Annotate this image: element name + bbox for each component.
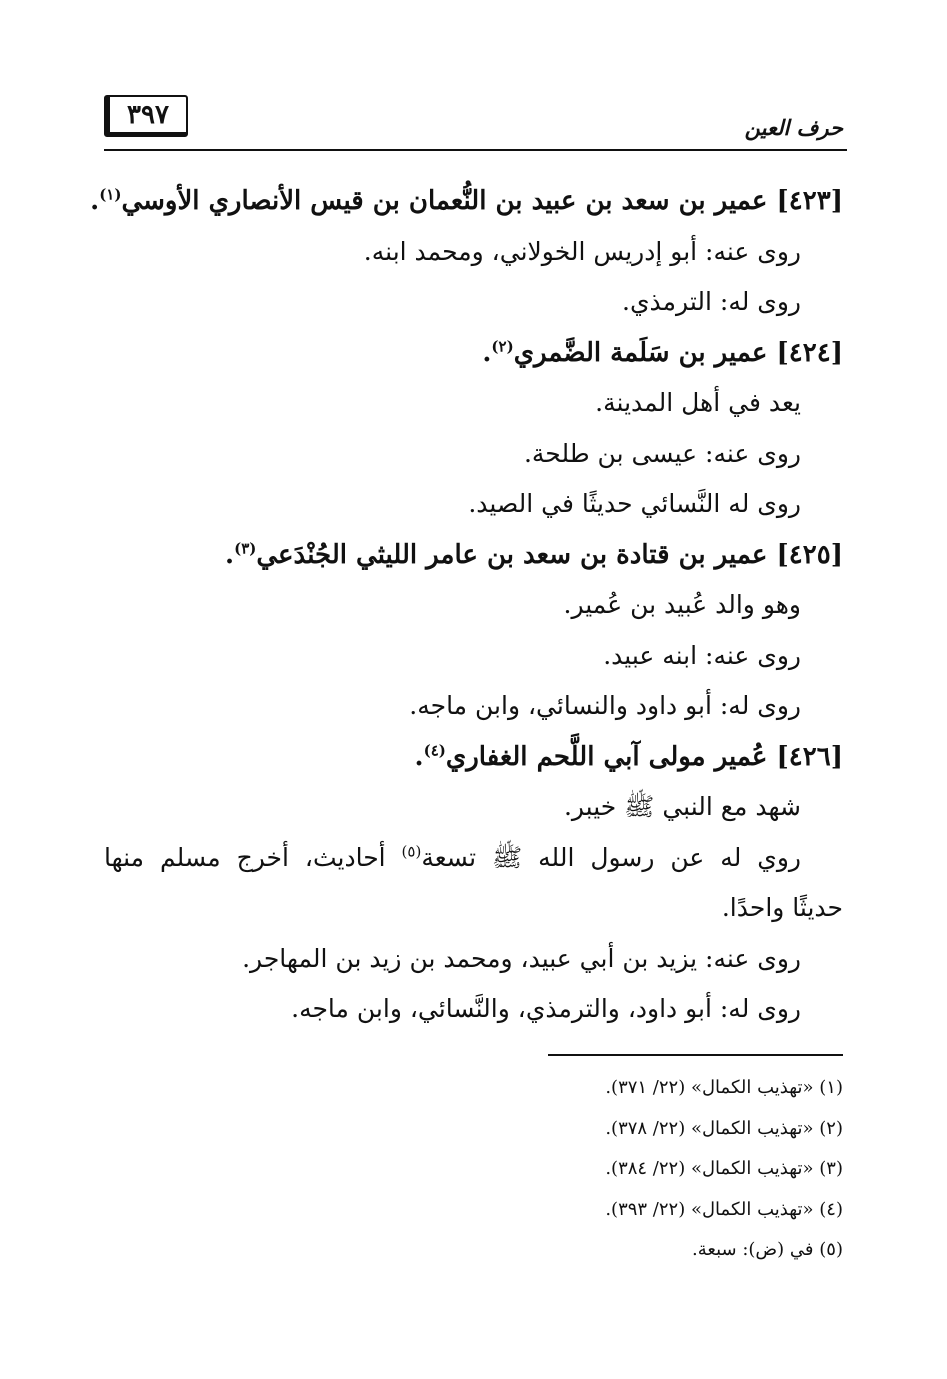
entry-line: روى عنه: عيسى بن طلحة. (523, 438, 801, 468)
entry-name: عمير بن سَلَمة الضَّمري (513, 337, 768, 368)
entry-line: روى عنه: أبو إدريس الخولاني، ومحمد ابنه. (363, 236, 801, 266)
entry-line: روى له: أبو داود، والترمذي، والنَّسائي، وابن ماجه. (291, 994, 801, 1023)
entry-line: روى عنه: ابنه عبيد. (603, 640, 801, 670)
footnote: (٢) «تهذيب الكمال» (٢٢/ ٣٧٨). (605, 1117, 843, 1139)
footnote-ref: (٣) (234, 538, 257, 557)
entry-heading: [٤٢٤] عمير بن سَلَمة الضَّمري$^{(٢)}$. (482, 336, 843, 368)
running-title: حرف العين (744, 115, 843, 140)
footnotes (104, 1068, 843, 1271)
entry-line (104, 833, 843, 884)
entry-line: روى له النَّسائي حديثًا في الصيد. (468, 489, 801, 518)
footnote-ref: (١) (99, 185, 122, 204)
footnote-ref: (٤) (423, 740, 446, 759)
entry-heading: [٤٢٣] عمير بن سعد بن عبيد بن النُّعمان بن قيس الأنصاري الأوسي$^{(١)}$. (90, 185, 843, 216)
entry-line: وهو والد عُبيد بن عُمير. (563, 590, 801, 619)
entry-number: [٤٢٣] (776, 186, 843, 216)
footnote: (٥) في (ض): سبعة. (692, 1239, 843, 1260)
footnote: (٣) «تهذيب الكمال» (٢٢/ ٣٨٤). (605, 1158, 843, 1179)
entry-line: روى له: الترمذي. (622, 287, 801, 316)
entry-number: [٤٢٥] (776, 539, 843, 570)
entry-line: حديثًا واحدًا. (721, 893, 843, 922)
entry-heading: [٤٢٦] عُمير مولى آبي اللَّحم الغفاري$^{(٤)}$. (414, 740, 843, 772)
footnote-ref: (٢) (491, 336, 514, 355)
footnote-rule (548, 1054, 843, 1056)
entry-line: روى له: أبو داود والنسائي، وابن ماجه. (409, 691, 801, 720)
main-text (90, 176, 843, 1035)
entry-name: عمير بن قتادة بن سعد بن عامر الليثي الجُنْدَعي (256, 539, 768, 570)
footnote: (١) «تهذيب الكمال» (٢٢/ ٣٧١). (605, 1077, 843, 1098)
entry-name: عُمير مولى آبي اللَّحم الغفاري (445, 741, 768, 772)
page-number: ٣٩٧ (104, 95, 188, 137)
header-rule (104, 149, 847, 151)
entry-line: روى عنه: يزيد بن أبي عبيد، ومحمد بن زيد بن المهاجر. (242, 943, 801, 973)
entry-line-text: أحاديث، أخرج مسلم منها (104, 842, 402, 872)
entry-number: [٤٢٤] (776, 337, 843, 368)
footnote-ref: (٥) (401, 842, 422, 861)
entry-line: شهد مع النبي ﷺ خيبر. (563, 792, 801, 821)
entry-number: [٤٢٦] (776, 741, 843, 772)
footnote: (٤) «تهذيب الكمال» (٢٢/ ٣٩٣). (605, 1198, 843, 1220)
entry-name: عمير بن سعد بن عبيد بن النُّعمان بن قيس الأنصاري الأوسي (121, 186, 768, 216)
entry-line-text: روي له عن رسول الله ﷺ تسعة (421, 842, 801, 872)
entry-heading: [٤٢٥] عمير بن قتادة بن سعد بن عامر الليثي الجُنْدَعي$^{(٣)}$. (225, 538, 843, 570)
entry-line: يعد في أهل المدينة. (595, 388, 801, 417)
